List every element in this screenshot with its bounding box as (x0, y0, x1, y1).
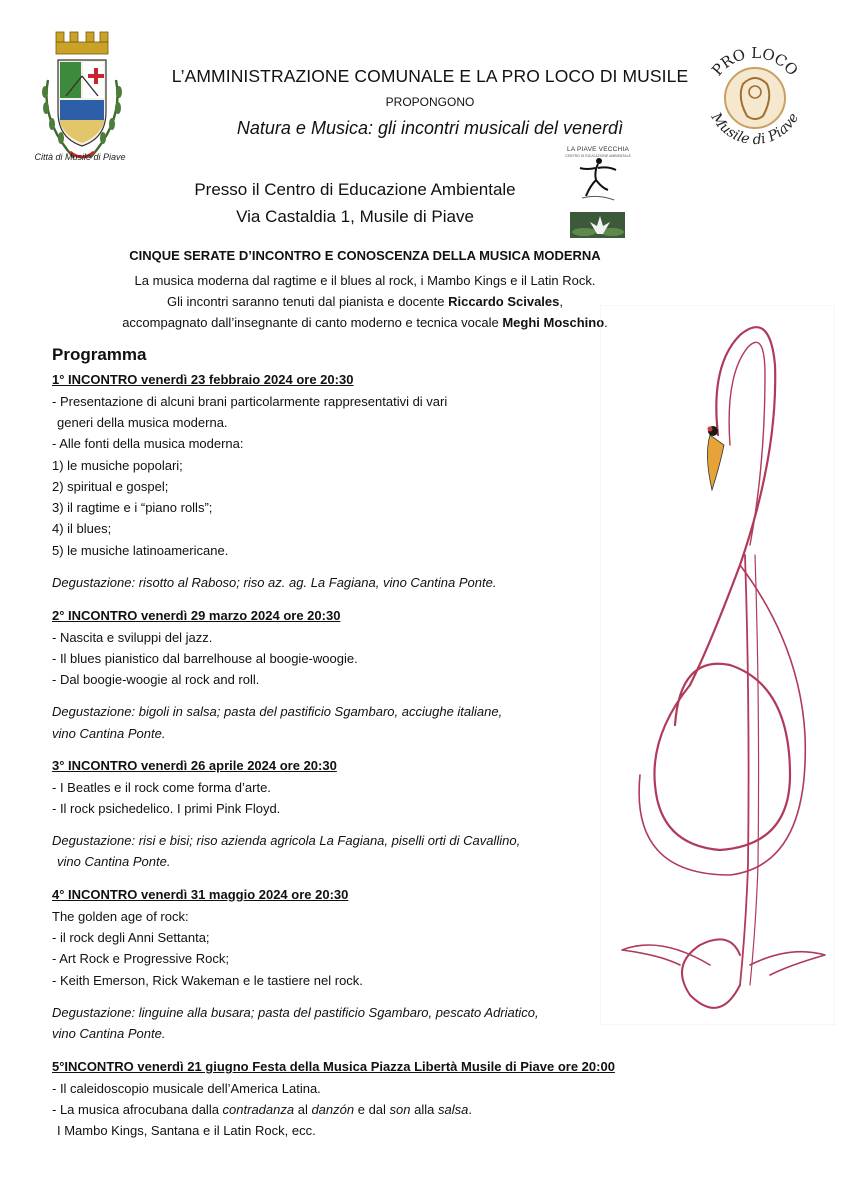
swan-treble-clef-icon (600, 305, 835, 1025)
incontro-1-tasting: Degustazione: risotto al Raboso; riso az. ag. La Fagiana, vino Cantina Ponte. (52, 575, 497, 590)
intro-line-1: La musica moderna dal ragtime e il blues al rock, i Mambo Kings e il Latin Rock. (134, 273, 596, 288)
l2-term: contradanza (222, 1102, 295, 1117)
piave-vecchia-logo-sub: CENTRO DI EDUCAZIONE AMBIENTALE (565, 154, 631, 158)
dancer-logo-icon (568, 146, 628, 208)
incontro-4-tasting-2: vino Cantina Ponte. (52, 1026, 166, 1041)
incontro-5-line-3: I Mambo Kings, Santana e il Latin Rock, ecc. (57, 1123, 316, 1138)
incontro-1-line-8: 5) le musiche latinoamericane. (52, 543, 229, 558)
incontro-1-line-2: generi della musica moderna. (57, 415, 228, 430)
intro-line-2-text: Gli incontri saranno tenuti dal pianista e docente (166, 294, 449, 309)
incontro-3-heading: 3° INCONTRO venerdì 26 aprile 2024 ore 20:30 (52, 758, 337, 773)
incontro-1-line-4: 1) le musiche popolari; (52, 458, 183, 473)
incontro-2-line-1: - Nascita e sviluppi del jazz. (52, 630, 213, 645)
incontro-4-line-2: - il rock degli Anni Settanta; (52, 930, 210, 945)
incontro-1-line-6: 3) il ragtime e i “piano rolls”; (52, 500, 213, 515)
program-title: Programma (52, 345, 147, 364)
header-title: L’AMMINISTRAZIONE COMUNALE E LA PRO LOCO DI MUSILE (171, 66, 689, 86)
incontro-3-line-2: - Il rock psichedelico. I primi Pink Floyd. (52, 801, 281, 816)
incontro-4-tasting-1: Degustazione: linguine alla busara; pasta del pastificio Sgambaro, pescato Adriatico, (52, 1005, 539, 1020)
venue-line-2: Via Castaldia 1, Musile di Piave (236, 207, 474, 226)
incontro-5-line-2 (52, 1102, 472, 1117)
section-heading: CINQUE SERATE D’INCONTRO E CONOSCENZA DELLA MUSICA MODERNA (129, 248, 601, 263)
intro-line-3-text: accompagnato dall’insegnante di canto moderno e tecnica vocale (122, 315, 503, 330)
incontro-1-heading: 1° INCONTRO venerdì 23 febbraio 2024 ore 20:30 (52, 372, 354, 387)
l2-term: son (389, 1102, 411, 1117)
incontro-5-heading: 5°INCONTRO venerdì 21 giugno Festa della Musica Piazza Libertà Musile di Piave ore 20:00 (52, 1059, 615, 1074)
intro-line-3-punct: . (604, 315, 608, 330)
singer-name: Meghi Moschino (502, 315, 605, 330)
incontro-2-line-3: - Dal boogie-woogie al rock and roll. (52, 672, 260, 687)
intro-text (40, 270, 690, 333)
l2-part: - La musica afrocubana dalla (52, 1102, 223, 1117)
l2-term: salsa (437, 1102, 469, 1117)
svg-text:PRO LOCO: PRO LOCO (708, 43, 802, 80)
intro-line-3 (40, 312, 690, 333)
incontro-4-line-1: The golden age of rock: (52, 909, 189, 924)
incontro-4-heading: 4° INCONTRO venerdì 31 maggio 2024 ore 20:30 (52, 887, 349, 902)
incontro-2-tasting-2: vino Cantina Ponte. (52, 726, 166, 741)
crest-caption: Città di Musile di Piave (34, 152, 126, 162)
incontro-3-tasting-2: vino Cantina Ponte. (57, 854, 171, 869)
incontro-5-line-1: - Il caleidoscopio musicale dell’America Latina. (52, 1081, 321, 1096)
l2-part: al (294, 1102, 312, 1117)
header-subtitle: PROPONGONO (385, 95, 475, 109)
incontro-3-tasting-1: Degustazione: risi e bisi; riso azienda agricola La Fagiana, piselli orti di Cavallino, (52, 833, 521, 848)
incontro-2-tasting-1: Degustazione: bigoli in salsa; pasta del pastificio Sgambaro, acciughe italiane, (52, 704, 503, 719)
water-lily-icon (570, 212, 625, 238)
incontro-2-heading: 2° INCONTRO venerdì 29 marzo 2024 ore 20:30 (52, 608, 341, 623)
l2-part: alla (410, 1102, 438, 1117)
incontro-1-line-3: - Alle fonti della musica moderna: (52, 436, 244, 451)
proloco-seal-icon (693, 36, 817, 160)
pianist-name: Riccardo Scivales (448, 294, 560, 309)
l2-part: e dal (354, 1102, 390, 1117)
incontro-1-line-1: - Presentazione di alcuni brani particolarmente rappresentativi di vari (52, 394, 448, 409)
incontro-3-line-1: - I Beatles e il rock come forma d’arte. (52, 780, 271, 795)
incontro-1-line-5: 2) spiritual e gospel; (52, 479, 169, 494)
intro-line-2 (40, 291, 690, 312)
city-crest-icon (34, 30, 130, 170)
intro-line-2-punct: , (559, 294, 564, 309)
venue-line-1: Presso il Centro di Educazione Ambientale (194, 180, 516, 199)
l2-term: danzón (311, 1102, 355, 1117)
incontro-4-line-4: - Keith Emerson, Rick Wakeman e le tastiere nel rock. (52, 973, 363, 988)
piave-vecchia-logo-title: LA PIAVE VECCHIA (567, 146, 629, 153)
incontro-1-line-7: 4) il blues; (52, 521, 112, 536)
l2-part: . (468, 1102, 472, 1117)
incontro-2-line-2: - Il blues pianistico dal barrelhouse al boogie-woogie. (52, 651, 358, 666)
header-tagline: Natura e Musica: gli incontri musicali del venerdì (236, 118, 624, 138)
svg-text:Musile di Piave: Musile di Piave (707, 109, 803, 149)
incontro-4-line-3: - Art Rock e Progressive Rock; (52, 951, 229, 966)
